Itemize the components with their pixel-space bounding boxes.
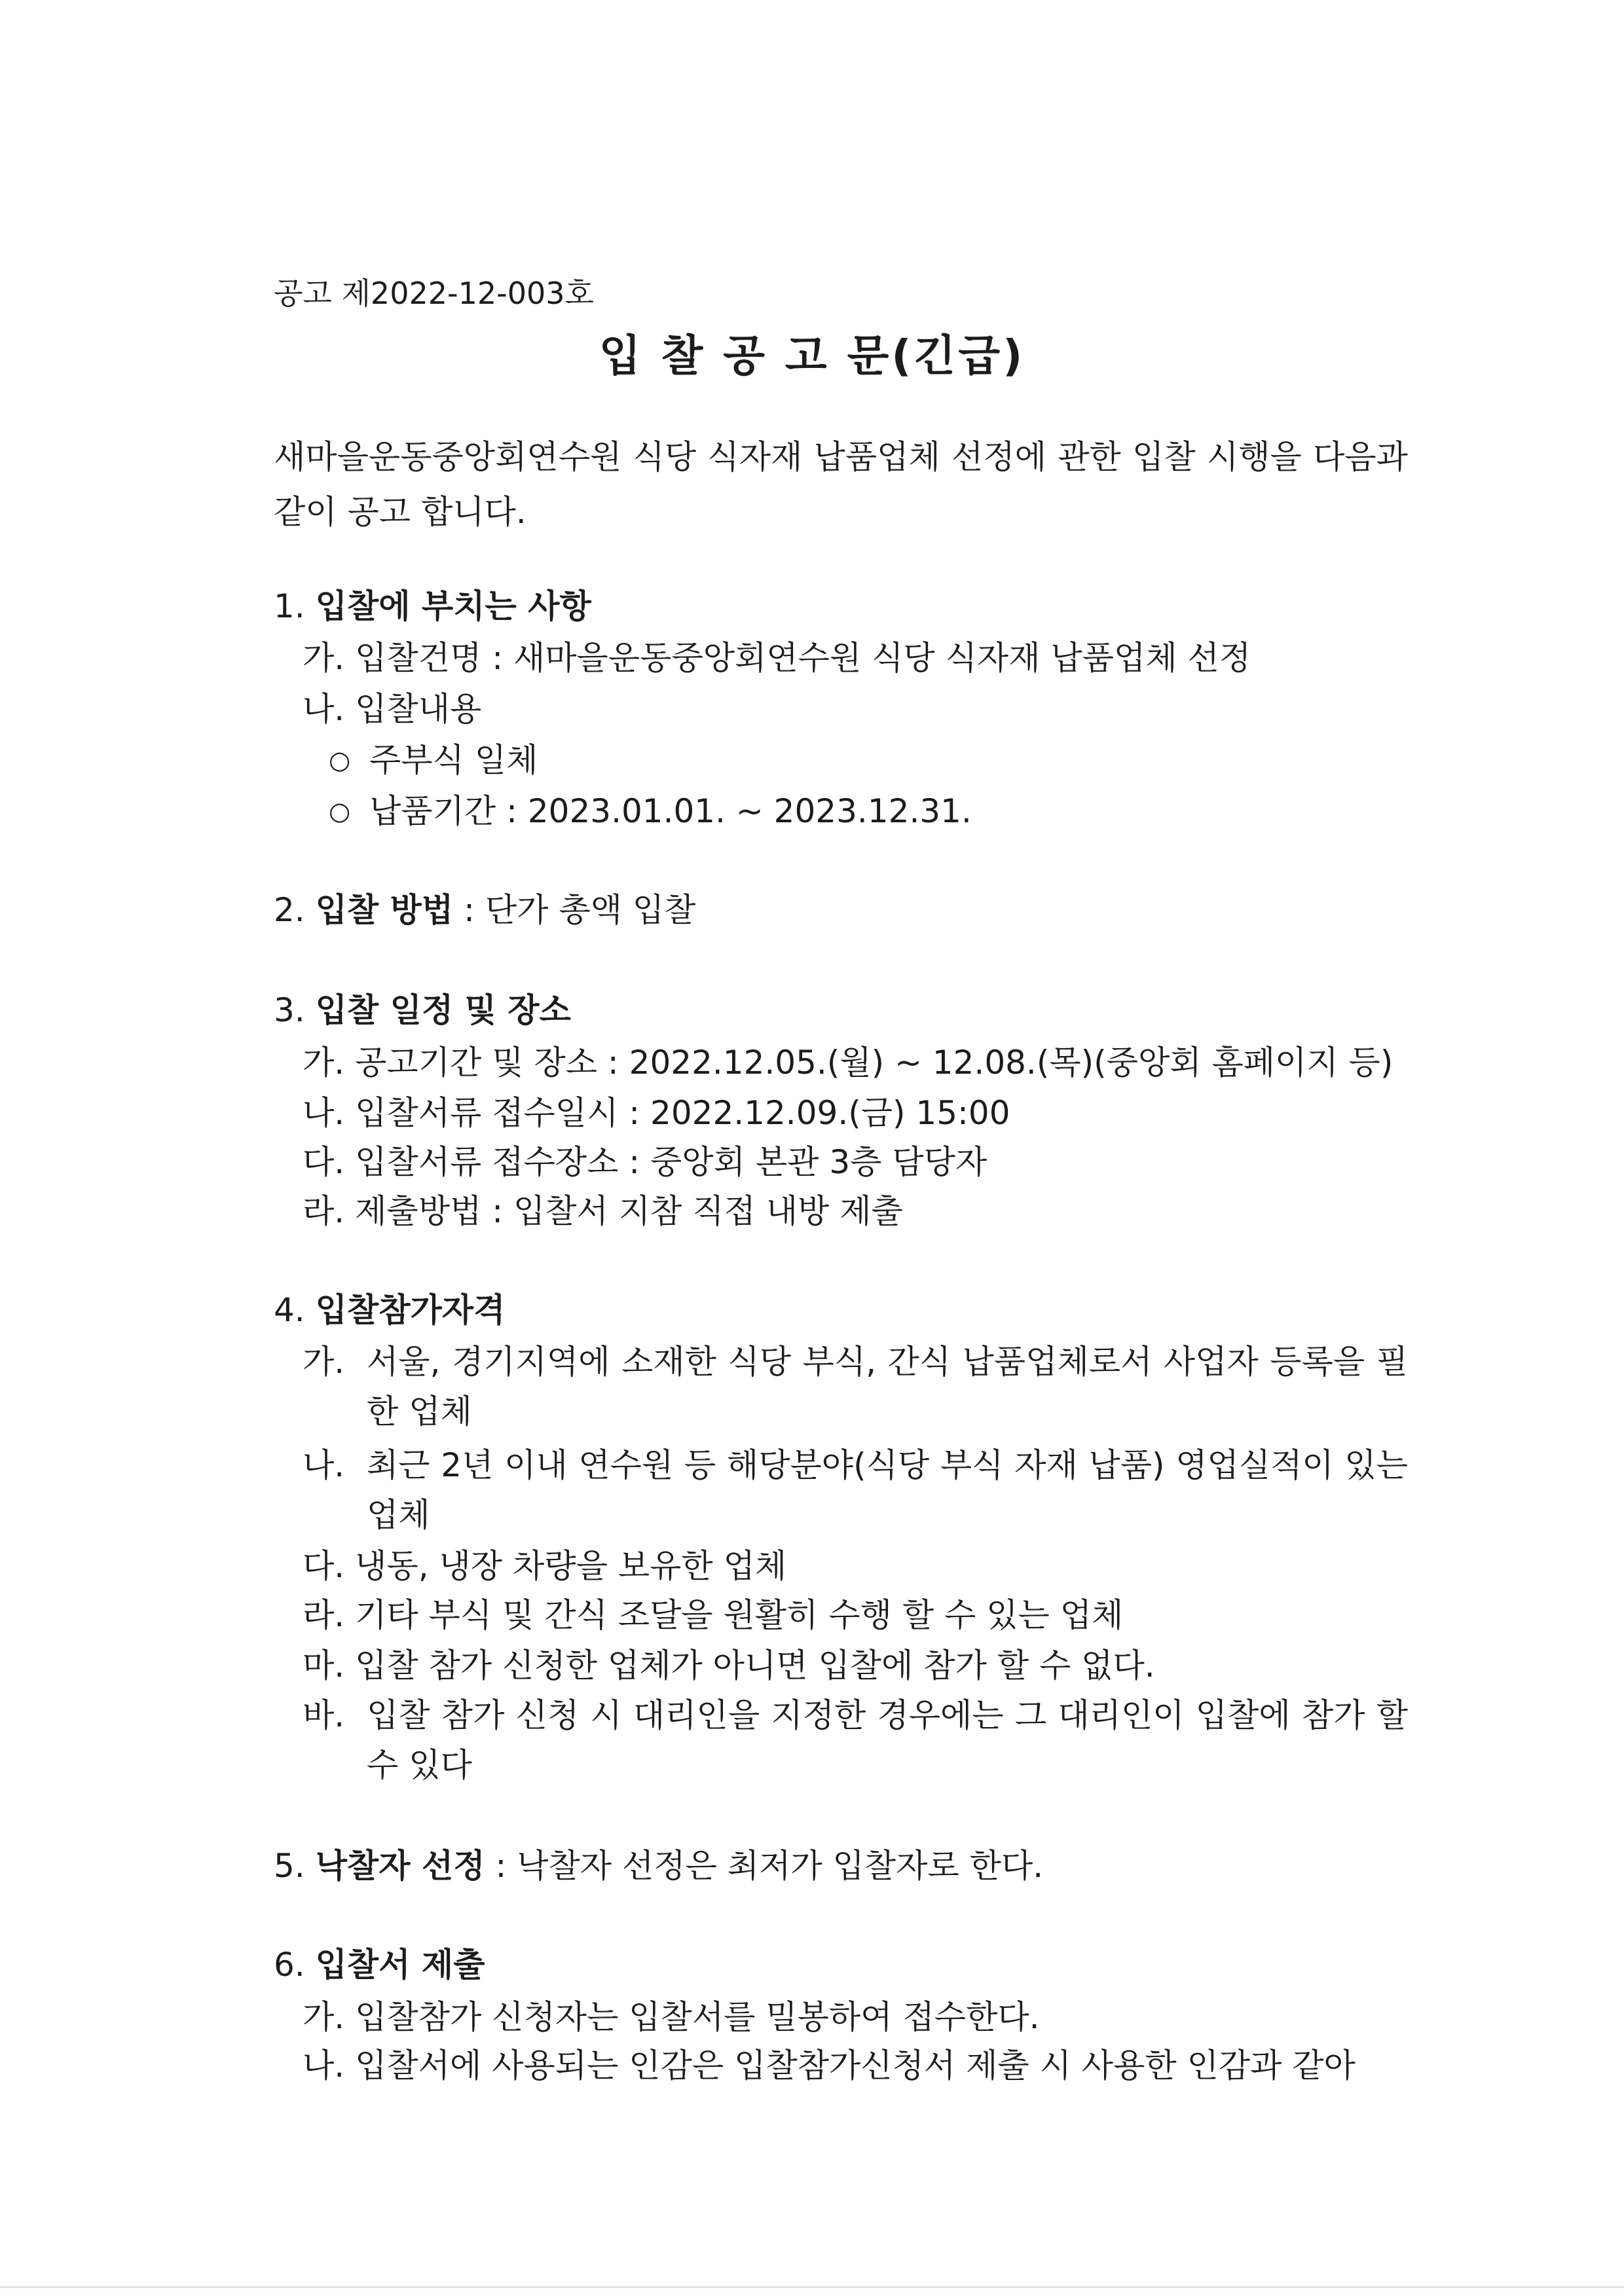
- page-title: 입 찰 공 고 문(긴급): [599, 331, 1025, 381]
- section-1-item-a: [303, 635, 1251, 681]
- item-label: 마.: [303, 1647, 345, 1685]
- section-4-item-d: [303, 1592, 1123, 1638]
- item-label: 라.: [303, 1596, 345, 1634]
- section-4-item-f: [303, 1690, 1408, 1790]
- bullet-text: 주부식 일체: [369, 741, 538, 779]
- item-text: 서울, 경기지역에 소재한 식당 부식, 간식 납품업체로서 사업자 등록을 필한 업체: [367, 1343, 1408, 1430]
- section-3-item-b: [303, 1090, 1010, 1136]
- section-number: 6.: [274, 1946, 305, 1984]
- notice-number: 공고 제2022-12-003호: [274, 276, 594, 311]
- item-label: 가.: [303, 1343, 345, 1381]
- item-text: 입찰서에 사용되는 인감은 입찰참가신청서 제출 시 사용한 인감과 같아: [355, 2047, 1356, 2085]
- item-label: 다.: [303, 1547, 345, 1585]
- section-6-item-a: [303, 1994, 1040, 2040]
- section-4-item-b: [303, 1440, 1408, 1540]
- section-title: 입찰참가자격: [315, 1291, 506, 1329]
- section-6-heading: [274, 1942, 485, 1988]
- section-title: 입찰에 부치는 사항: [315, 587, 591, 625]
- item-text: 냉동, 냉장 차량을 보유한 업체: [355, 1547, 787, 1585]
- section-desc: : 단가 총액 입찰: [453, 891, 696, 929]
- item-label: 가.: [303, 639, 345, 677]
- item-text: 최근 2년 이내 연수원 등 해당분야(식당 부식 자재 납품) 영업실적이 있는 업체: [367, 1446, 1408, 1534]
- section-5-heading: [274, 1843, 1043, 1889]
- item-label: 나.: [303, 690, 345, 728]
- item-label: 바.: [303, 1696, 345, 1734]
- section-desc: : 낙찰자 선정은 최저가 입찰자로 한다.: [485, 1847, 1044, 1885]
- item-label: 나.: [303, 1094, 345, 1132]
- section-number: 3.: [274, 991, 305, 1029]
- page-edge-divider: [0, 2286, 1624, 2288]
- section-1-bullet-1: [329, 737, 538, 783]
- item-text: 입찰 참가 신청한 업체가 아니면 입찰에 참가 할 수 없다.: [355, 1647, 1155, 1685]
- section-3-heading: [274, 987, 571, 1033]
- item-label: 다.: [303, 1143, 345, 1181]
- item-text: 입찰 참가 신청 시 대리인을 지정한 경우에는 그 대리인이 입찰에 참가 할 수 있다: [367, 1696, 1408, 1784]
- section-number: 1.: [274, 587, 305, 625]
- section-title: 입찰 방법: [315, 891, 454, 929]
- item-label: 가.: [303, 1044, 345, 1082]
- section-1-bullet-2: [329, 788, 972, 834]
- intro-paragraph: 새마을운동중앙회연수원 식당 식자재 납품업체 선정에 관한 입찰 시행을 다음과 같이 공고 합니다.: [274, 438, 1408, 531]
- section-title: 낙찰자 선정: [315, 1847, 485, 1885]
- item-text: 기타 부식 및 간식 조달을 원활히 수행 할 수 있는 업체: [355, 1596, 1124, 1634]
- item-label: 라.: [303, 1192, 345, 1230]
- bullet-text: 납품기간 : 2023.01.01. ~ 2023.12.31.: [369, 792, 972, 830]
- section-6-item-b: [303, 2043, 1356, 2088]
- section-1-heading: [274, 583, 591, 629]
- item-text: 입찰서류 접수일시 : 2022.12.09.(금) 15:00: [355, 1094, 1010, 1132]
- section-3-item-a: [303, 1040, 1393, 1085]
- section-1-item-b: [303, 686, 481, 732]
- item-label: 가.: [303, 1998, 345, 2036]
- section-4-item-a: [303, 1337, 1408, 1436]
- section-4-item-e: [303, 1643, 1155, 1688]
- section-number: 4.: [274, 1291, 305, 1329]
- item-text: 입찰서류 접수장소 : 중앙회 본관 3층 담당자: [355, 1143, 987, 1181]
- item-text: 입찰내용: [355, 690, 482, 728]
- section-title: 입찰서 제출: [315, 1946, 485, 1984]
- section-4-heading: [274, 1287, 505, 1333]
- bullet-circle-icon: ○: [329, 746, 351, 774]
- bullet-circle-icon: ○: [329, 797, 351, 826]
- item-text: 입찰참가 신청자는 입찰서를 밀봉하여 접수한다.: [355, 1998, 1040, 2036]
- item-text: 입찰건명 : 새마을운동중앙회연수원 식당 식자재 납품업체 선정: [355, 639, 1251, 677]
- section-title: 입찰 일정 및 장소: [315, 991, 571, 1029]
- item-text: 제출방법 : 입찰서 지참 직접 내방 제출: [355, 1192, 903, 1230]
- item-text: 공고기간 및 장소 : 2022.12.05.(월) ~ 12.08.(목)(중앙회 홈페이지 등): [355, 1044, 1393, 1082]
- section-4-item-c: [303, 1543, 786, 1589]
- section-number: 5.: [274, 1847, 305, 1885]
- section-number: 2.: [274, 891, 305, 929]
- section-3-item-c: [303, 1139, 987, 1185]
- section-2-heading: [274, 887, 695, 933]
- section-3-item-d: [303, 1188, 903, 1234]
- item-label: 나.: [303, 1446, 345, 1484]
- item-label: 나.: [303, 2047, 345, 2085]
